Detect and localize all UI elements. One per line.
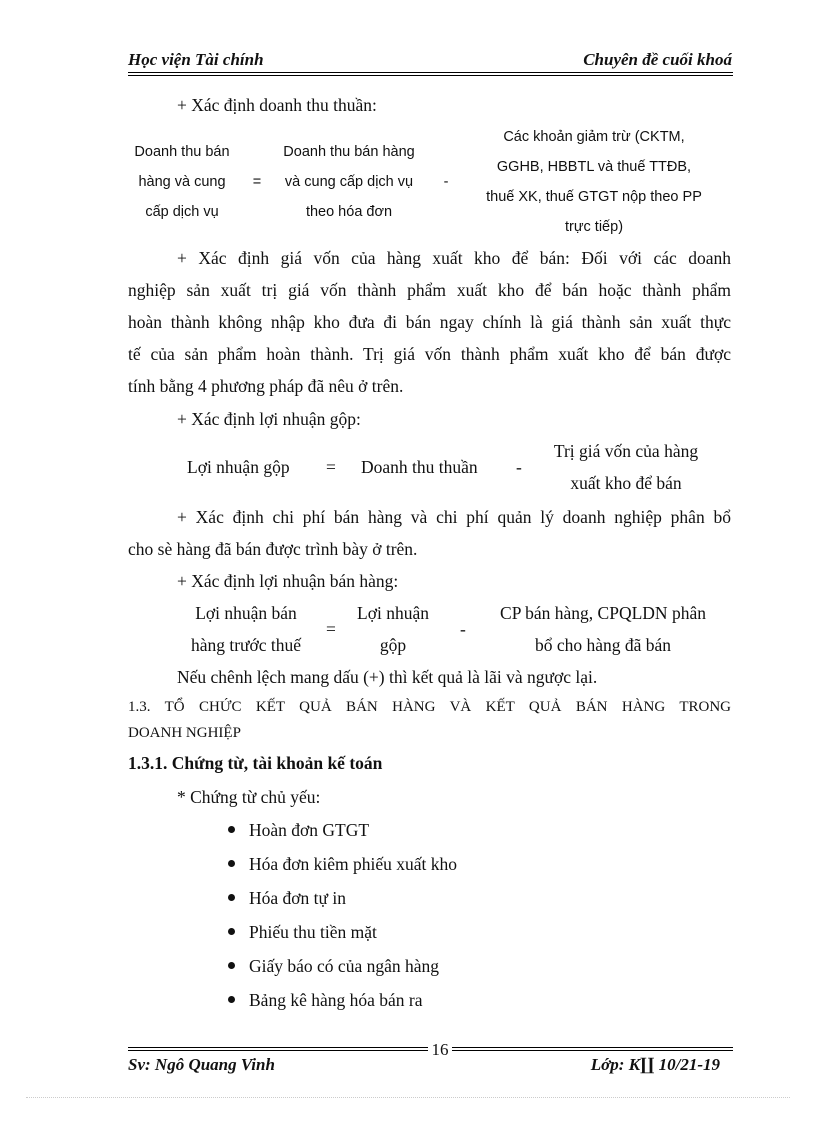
- formula3-lhs: Lợi nhuận bán hàng trước thuế: [190, 603, 302, 655]
- bullet-icon: [228, 894, 235, 901]
- formula1-lhs: Doanh thu bán hàng và cung cấp dịch vụ: [134, 144, 230, 220]
- bullet-icon: [228, 962, 235, 969]
- footer-left: Sv: Ngô Quang Vinh: [128, 1055, 275, 1074]
- formula3-minus: -: [460, 619, 466, 639]
- formula2-rhs: Trị giá vốn của hàng xuất kho để bán: [553, 441, 699, 493]
- page-number: 16: [428, 1040, 452, 1060]
- bullet-icon: [228, 996, 235, 1003]
- formula2-mid: Doanh thu thuần: [361, 457, 478, 477]
- bullet-icon: [228, 860, 235, 867]
- formula2-lhs: Lợi nhuận gộp: [187, 457, 290, 477]
- profit-note: Nếu chênh lệch mang dấu (+) thì kết quả là lãi và ngược lại.: [177, 667, 598, 687]
- formula1-minus: -: [443, 174, 449, 190]
- formula2-minus: -: [516, 457, 522, 477]
- documents-heading: * Chứng từ chủ yếu:: [177, 787, 321, 807]
- list-item: Giấy báo có của ngân hàng: [228, 950, 439, 982]
- section-heading: 1.3. TỔ CHỨC KẾT QUẢ BÁN HÀNG VÀ KẾT QUẢ BÁN HÀNG TRONG DOANH NGHIỆP: [128, 699, 731, 741]
- footer-right: Lớp: K∐ 10/21-19: [590, 1055, 720, 1074]
- header-rule: [128, 72, 733, 76]
- list-item: Bảng kê hàng hóa bán ra: [228, 984, 422, 1016]
- subsection-title: 1.3.1. Chứng từ, tài khoản kế toán: [128, 753, 383, 773]
- cogs-paragraph: + Xác định giá vốn của hàng xuất kho để bán: Đối với các doanh nghiệp sản xuất trị giá vốn thành phẩm xuất kho để bán hoặc thành phẩm hoàn thành không nhập kho đưa đi bán ngay chính là giá thành sản xuất thực tế của sản phẩm hoàn thành. Trị giá vốn thành phẩm xuất kho để bán được tính bằng 4 phương pháp đã nêu ở trên.: [128, 248, 731, 396]
- selling-expense-paragraph: + Xác định chi phí bán hàng và chi phí quản lý doanh nghiệp phân bổ cho sè hàng đã bán được trình bày ở trên.: [128, 507, 731, 559]
- list-item: Hóa đơn kiêm phiếu xuất kho: [228, 848, 457, 880]
- page-edge-dots: [26, 1097, 790, 1098]
- formula3-equals: =: [326, 619, 336, 639]
- header-right: Chuyên đề cuối khoá: [583, 50, 732, 69]
- formula1-rhs: Các khoản giảm trừ (CKTM, GGHB, HBBTL và thuế TTĐB, thuế XK, thuế GTGT nộp theo PP trực tiếp): [486, 129, 702, 235]
- formula3-mid: Lợi nhuận gộp: [357, 603, 429, 655]
- bullet-icon: [228, 928, 235, 935]
- sales-profit-heading: + Xác định lợi nhuận bán hàng:: [177, 571, 399, 591]
- list-item: Hóa đơn tự in: [228, 882, 346, 914]
- formula1-equals: =: [252, 174, 262, 190]
- formula3-rhs: CP bán hàng, CPQLDN phân bổ cho hàng đã bán: [500, 603, 706, 655]
- bullet-icon: [228, 826, 235, 833]
- formula2-equals: =: [326, 457, 336, 477]
- header-left: Học viện Tài chính: [128, 50, 264, 69]
- list-item: Hoàn đơn GTGT: [228, 814, 369, 846]
- list-item: Phiếu thu tiền mặt: [228, 916, 377, 948]
- gross-profit-heading: + Xác định lợi nhuận gộp:: [177, 409, 361, 429]
- net-revenue-heading: + Xác định doanh thu thuần:: [177, 95, 377, 115]
- formula1-mid: Doanh thu bán hàng và cung cấp dịch vụ theo hóa đơn: [283, 144, 415, 220]
